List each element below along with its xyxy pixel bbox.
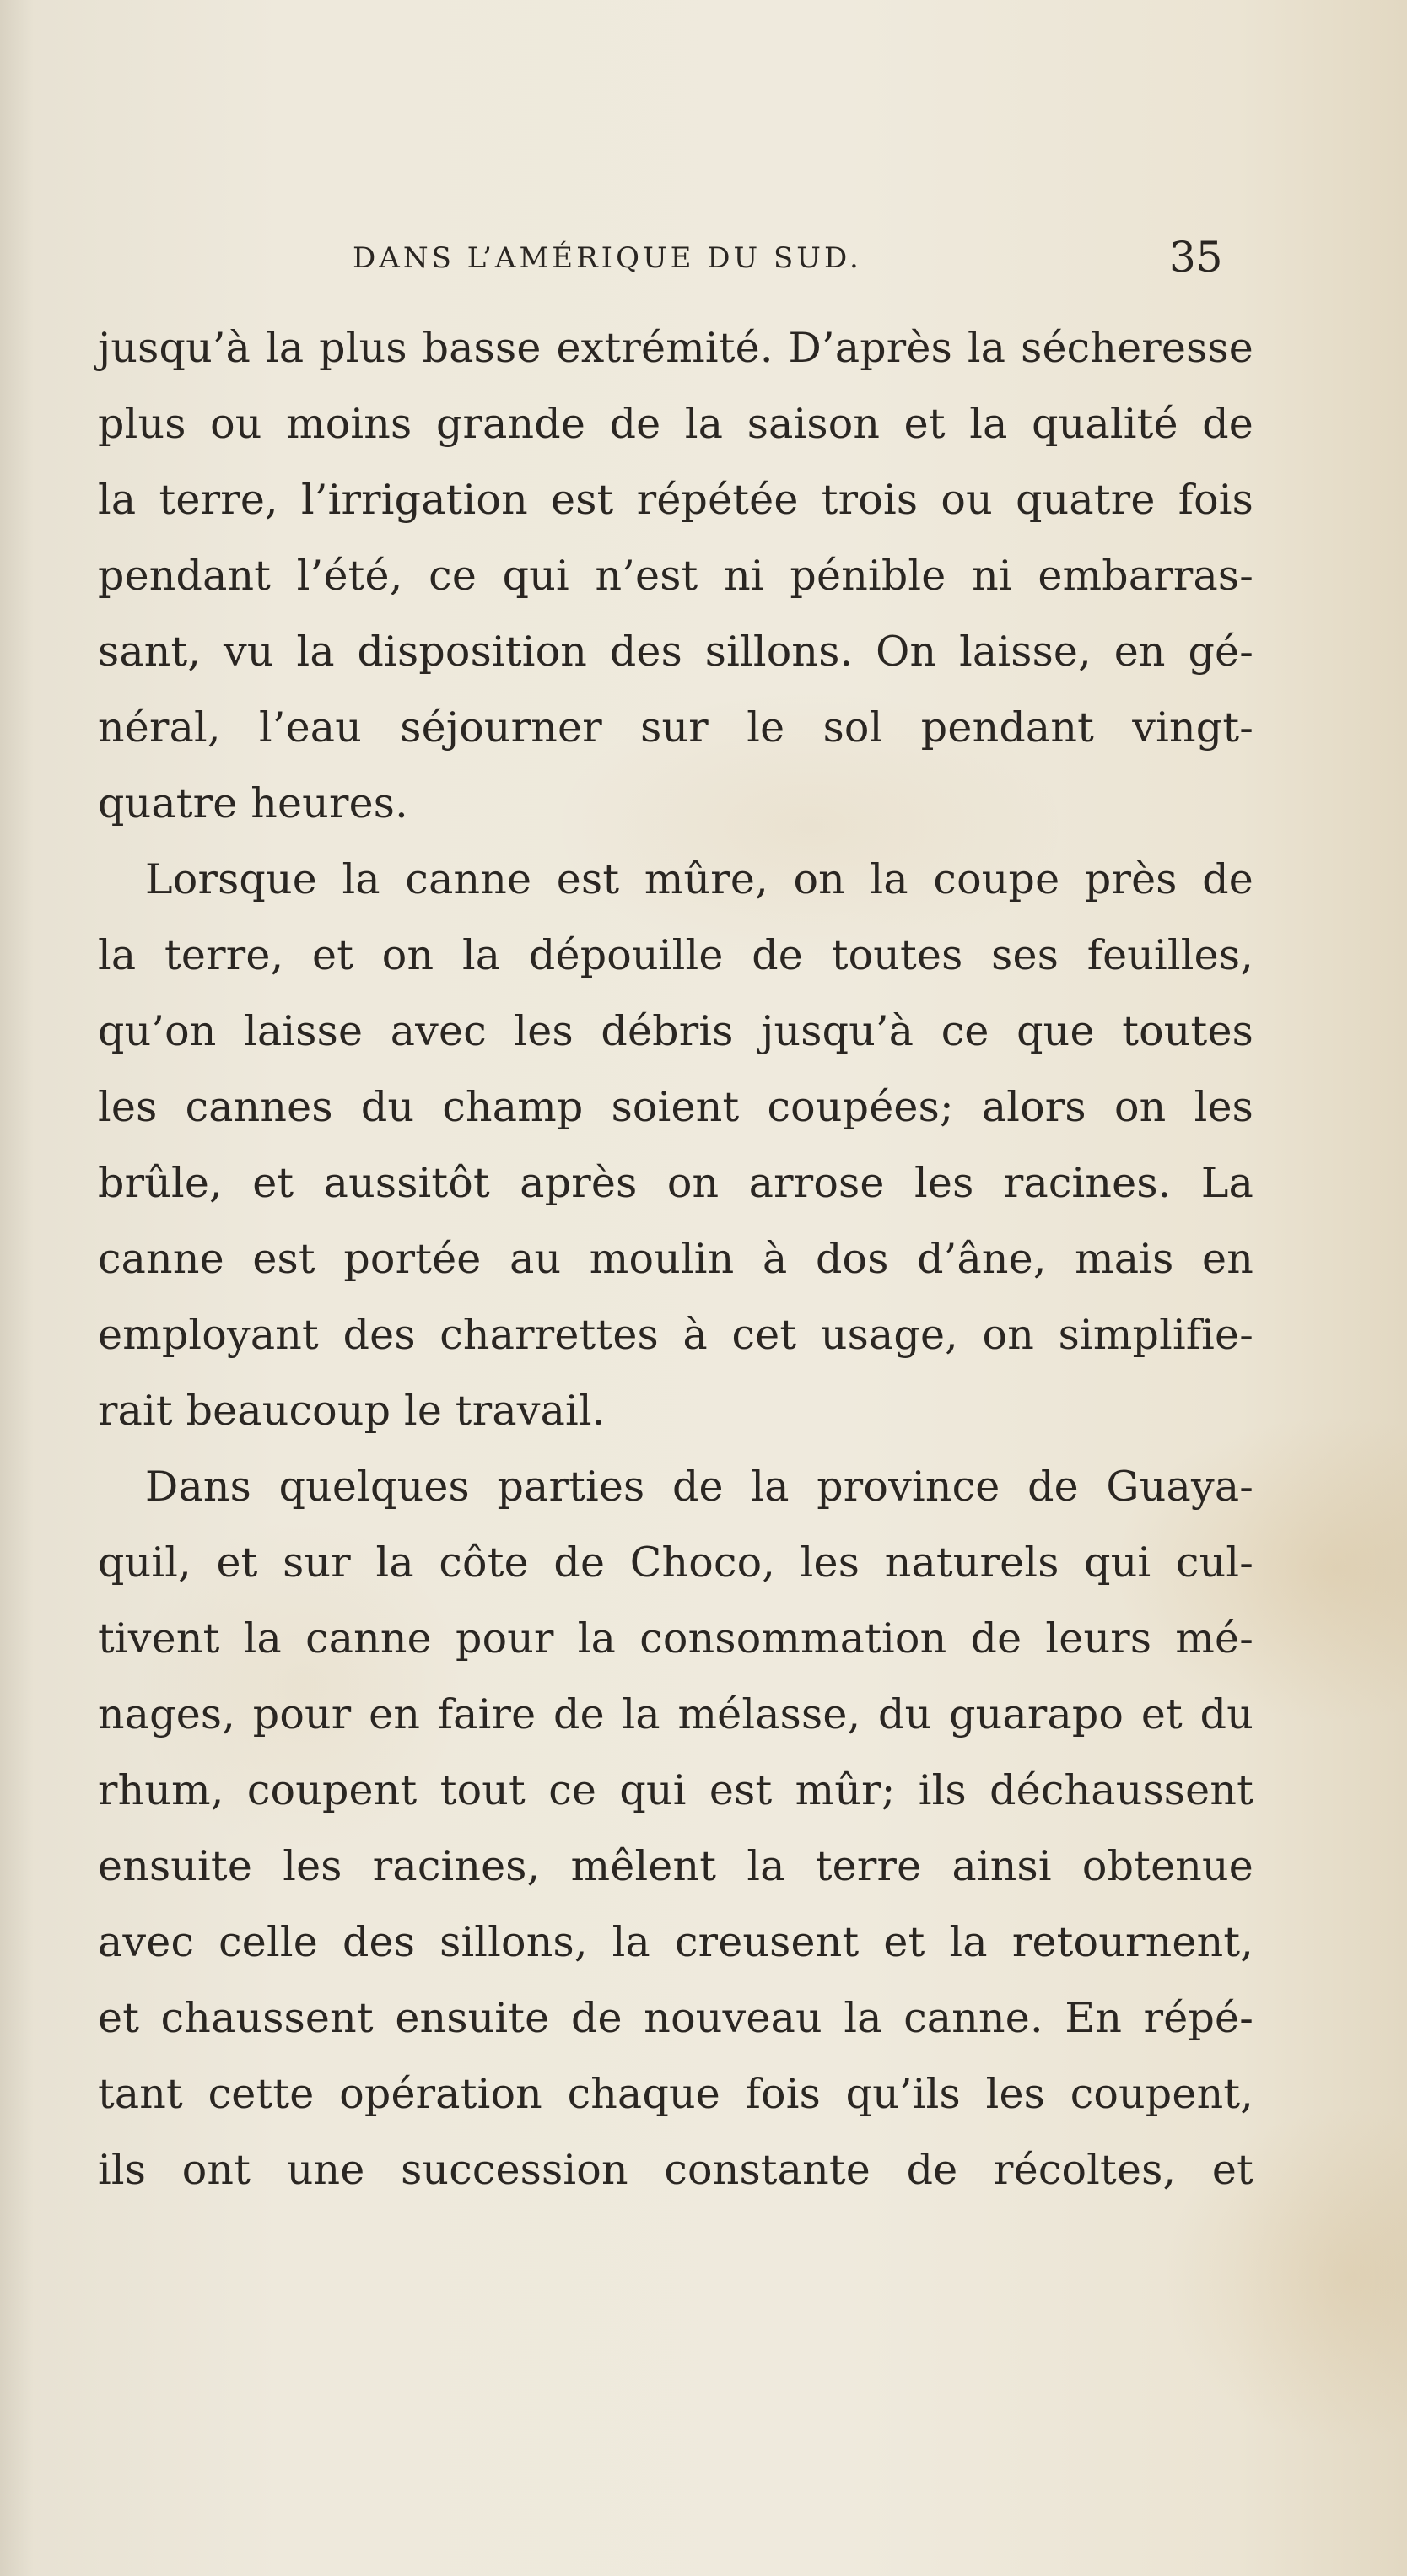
paragraph-first-line: Dans quelques parties de la province de Guaya- [145, 1463, 1253, 1511]
text-line: plus ou moins grande de la saison et la qualité de [98, 400, 1253, 448]
text-line: jusqu’à la plus basse extrémité. D’après la sécheresse [98, 324, 1253, 372]
text-line: et chaussent ensuite de nouveau la canne. En répé- [98, 1994, 1253, 2042]
text-line: ils ont une succession constante de récoltes, et [98, 2146, 1253, 2194]
page-number: 35 [1169, 233, 1223, 282]
text-line: les cannes du champ soient coupées; alors on les [98, 1083, 1253, 1131]
text-line: brûle, et aussitôt après on arrose les racines. La [98, 1159, 1253, 1207]
text-line: pendant l’été, ce qui n’est ni pénible ni embarras- [98, 552, 1253, 600]
text-line: ensuite les racines, mêlent la terre ainsi obtenue [98, 1842, 1253, 1890]
running-head: DANS L’AMÉRIQUE DU SUD. [353, 241, 862, 275]
text-line: sant, vu la disposition des sillons. On laisse, en gé- [98, 628, 1253, 676]
text-line: la terre, et on la dépouille de toutes ses feuilles, [98, 931, 1253, 979]
text-line: qu’on laisse avec les débris jusqu’à ce que toutes [98, 1007, 1253, 1055]
text-line: tivent la canne pour la consommation de leurs mé- [98, 1614, 1253, 1663]
text-line: néral, l’eau séjourner sur le sol pendant vingt- [98, 703, 1253, 752]
text-line: avec celle des sillons, la creusent et la retournent, [98, 1918, 1253, 1966]
text-line: rhum, coupent tout ce qui est mûr; ils déchaussent [98, 1766, 1253, 1814]
spine-shadow [0, 0, 34, 2576]
text-line: tant cette opération chaque fois qu’ils les coupent, [98, 2070, 1253, 2118]
text-line: rait beaucoup le travail. [98, 1387, 606, 1435]
text-line: canne est portée au moulin à dos d’âne, mais en [98, 1235, 1253, 1283]
paragraph-first-line: Lorsque la canne est mûre, on la coupe près de [145, 855, 1253, 903]
text-line: la terre, l’irrigation est répétée trois ou quatre fois [98, 476, 1253, 524]
text-line: nages, pour en faire de la mélasse, du guarapo et du [98, 1690, 1253, 1738]
text-line: quatre heures. [98, 779, 408, 827]
text-line: employant des charrettes à cet usage, on simplifie- [98, 1311, 1253, 1359]
text-line: quil, et sur la côte de Choco, les naturels qui cul- [98, 1539, 1253, 1587]
